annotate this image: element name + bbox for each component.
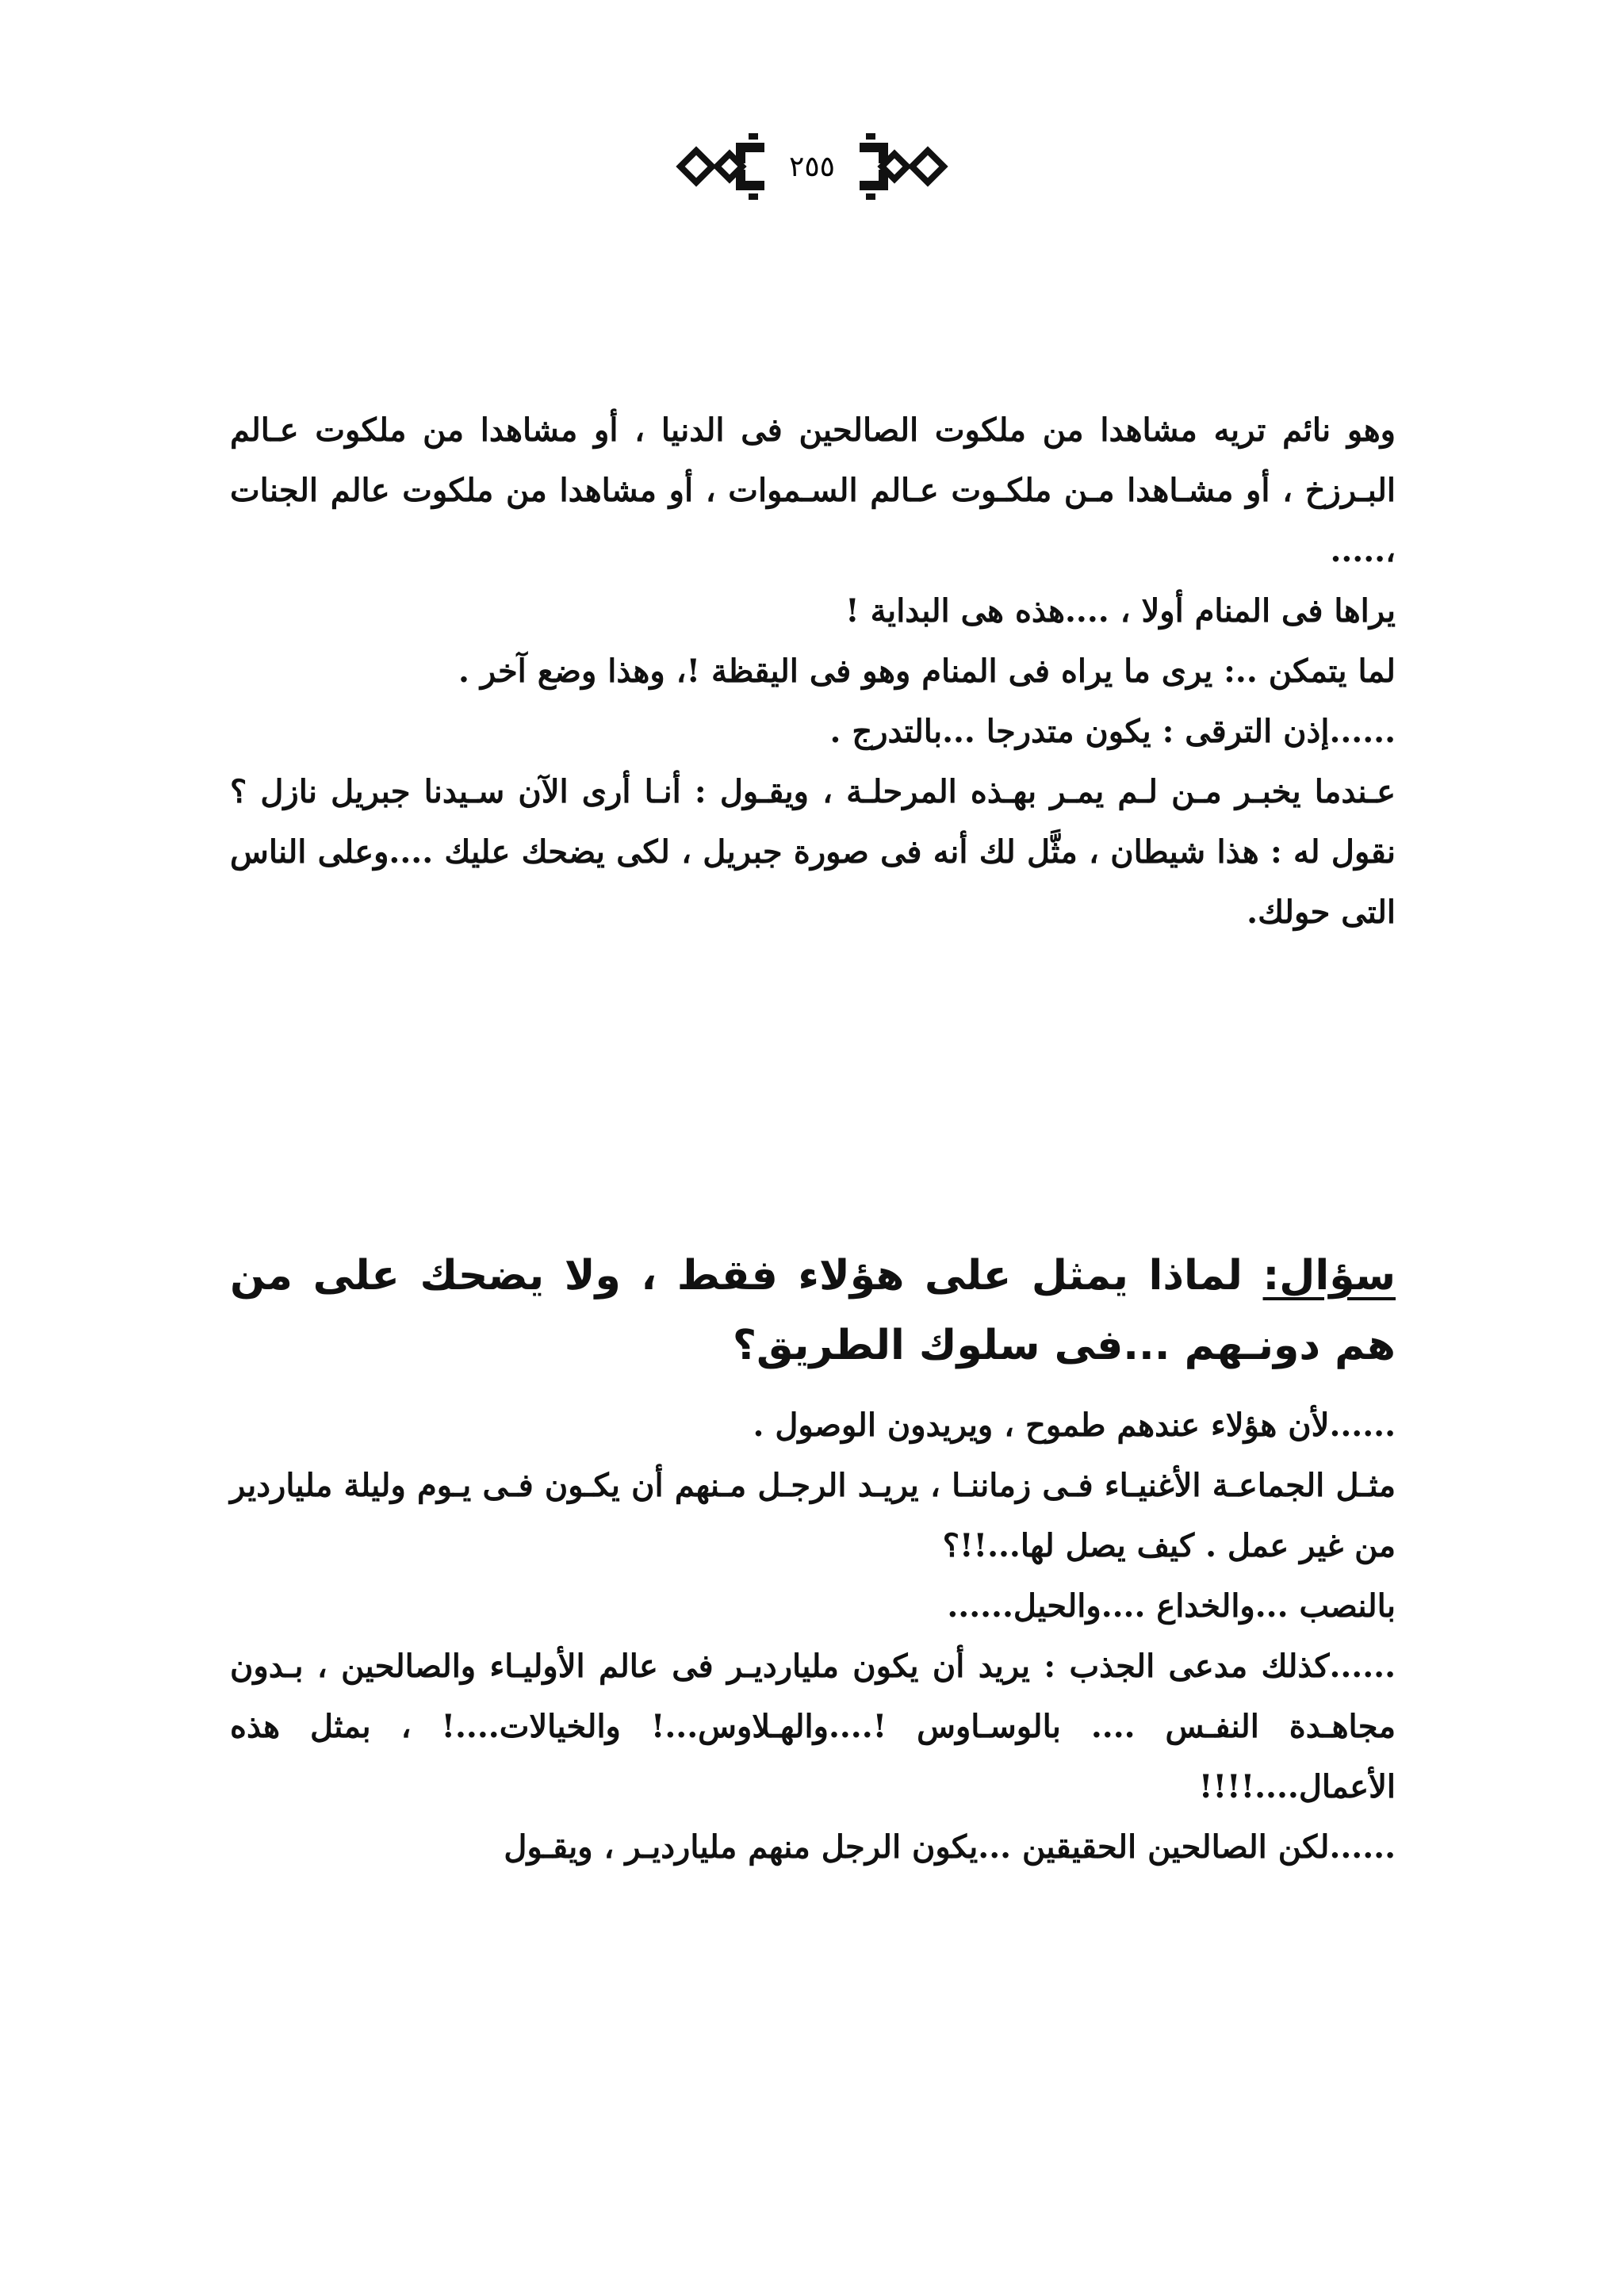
paragraph: ......إذن الترقى : يكون متدرجا ...بالتدرج . — [829, 713, 1396, 750]
body-section-b — [230, 1395, 1396, 1878]
page-header — [0, 119, 1624, 214]
question-heading — [230, 1241, 1396, 1380]
question-label: سؤال: — [1262, 1252, 1396, 1300]
paragraph: ......لكن الصالحين الحقيقين ...يكون الرجل منهم مليارديـر ، ويقـول — [504, 1828, 1396, 1866]
paragraph: عـندما يخبـر مـن لـم يمـر بهـذه المرحلـة ، ويقـول : أنـا أرى الآن سـيدنا جبريل نازل ؟ نقول له : هذا شيطان ، مثَّل لك أنه فى صورة جبريل ، لكى يضحك عليك ....وعلى الناس التى حولك. — [230, 773, 1396, 931]
question-text: لماذا يمثل على هؤلاء فقط ، ولا يضحك على من هم دونـهم ...فى سلوك الطريق؟ — [230, 1252, 1396, 1369]
page-number: ٢٥٥ — [788, 151, 836, 183]
paragraph: ......كذلك مدعى الجذب : يريد أن يكون مليارديـر فى عالم الأوليـاء والصالحين ، بـدون مجاهـدة النفـس .... بالوسـاوس !....والهـلاوس...! والخيالات....! ، بمثل هذه الأعمال....!!!! — [230, 1648, 1396, 1805]
page-number-ornament — [669, 119, 955, 214]
paragraph: بالنصب ...والخداع ....والحيل...... — [947, 1587, 1396, 1625]
left-ornament-icon — [680, 133, 764, 200]
paragraph: لما يتمكن ..: يرى ما يراه فى المنام وهو فى اليقظة !، وهذا وضع آخر . — [458, 653, 1396, 690]
paragraph: يراها فى المنام أولا ، ....هذه هى البداية ! — [845, 592, 1396, 630]
paragraph: وهو نائم تريه مشاهدا من ملكوت الصالحين فى الدنيا ، أو مشاهدا من ملكوت عـالم البـرزخ ، أو مشـاهدا مـن ملكـوت عـالم السـموات ، أو مشاهدا من ملكوت عالم الجنات ،..... — [230, 412, 1396, 569]
right-ornament-icon — [860, 133, 944, 200]
paragraph: مثـل الجماعـة الأغنيـاء فـى زماننـا ، يريـد الرجـل مـنهم أن يكـون فـى يـوم وليلة ملياردير من غير عمل . كيف يصل لها...!!؟ — [230, 1467, 1396, 1564]
paragraph: ......لأن هؤلاء عندهم طموح ، ويريدون الوصول . — [753, 1407, 1396, 1444]
body-section-a — [230, 400, 1396, 943]
